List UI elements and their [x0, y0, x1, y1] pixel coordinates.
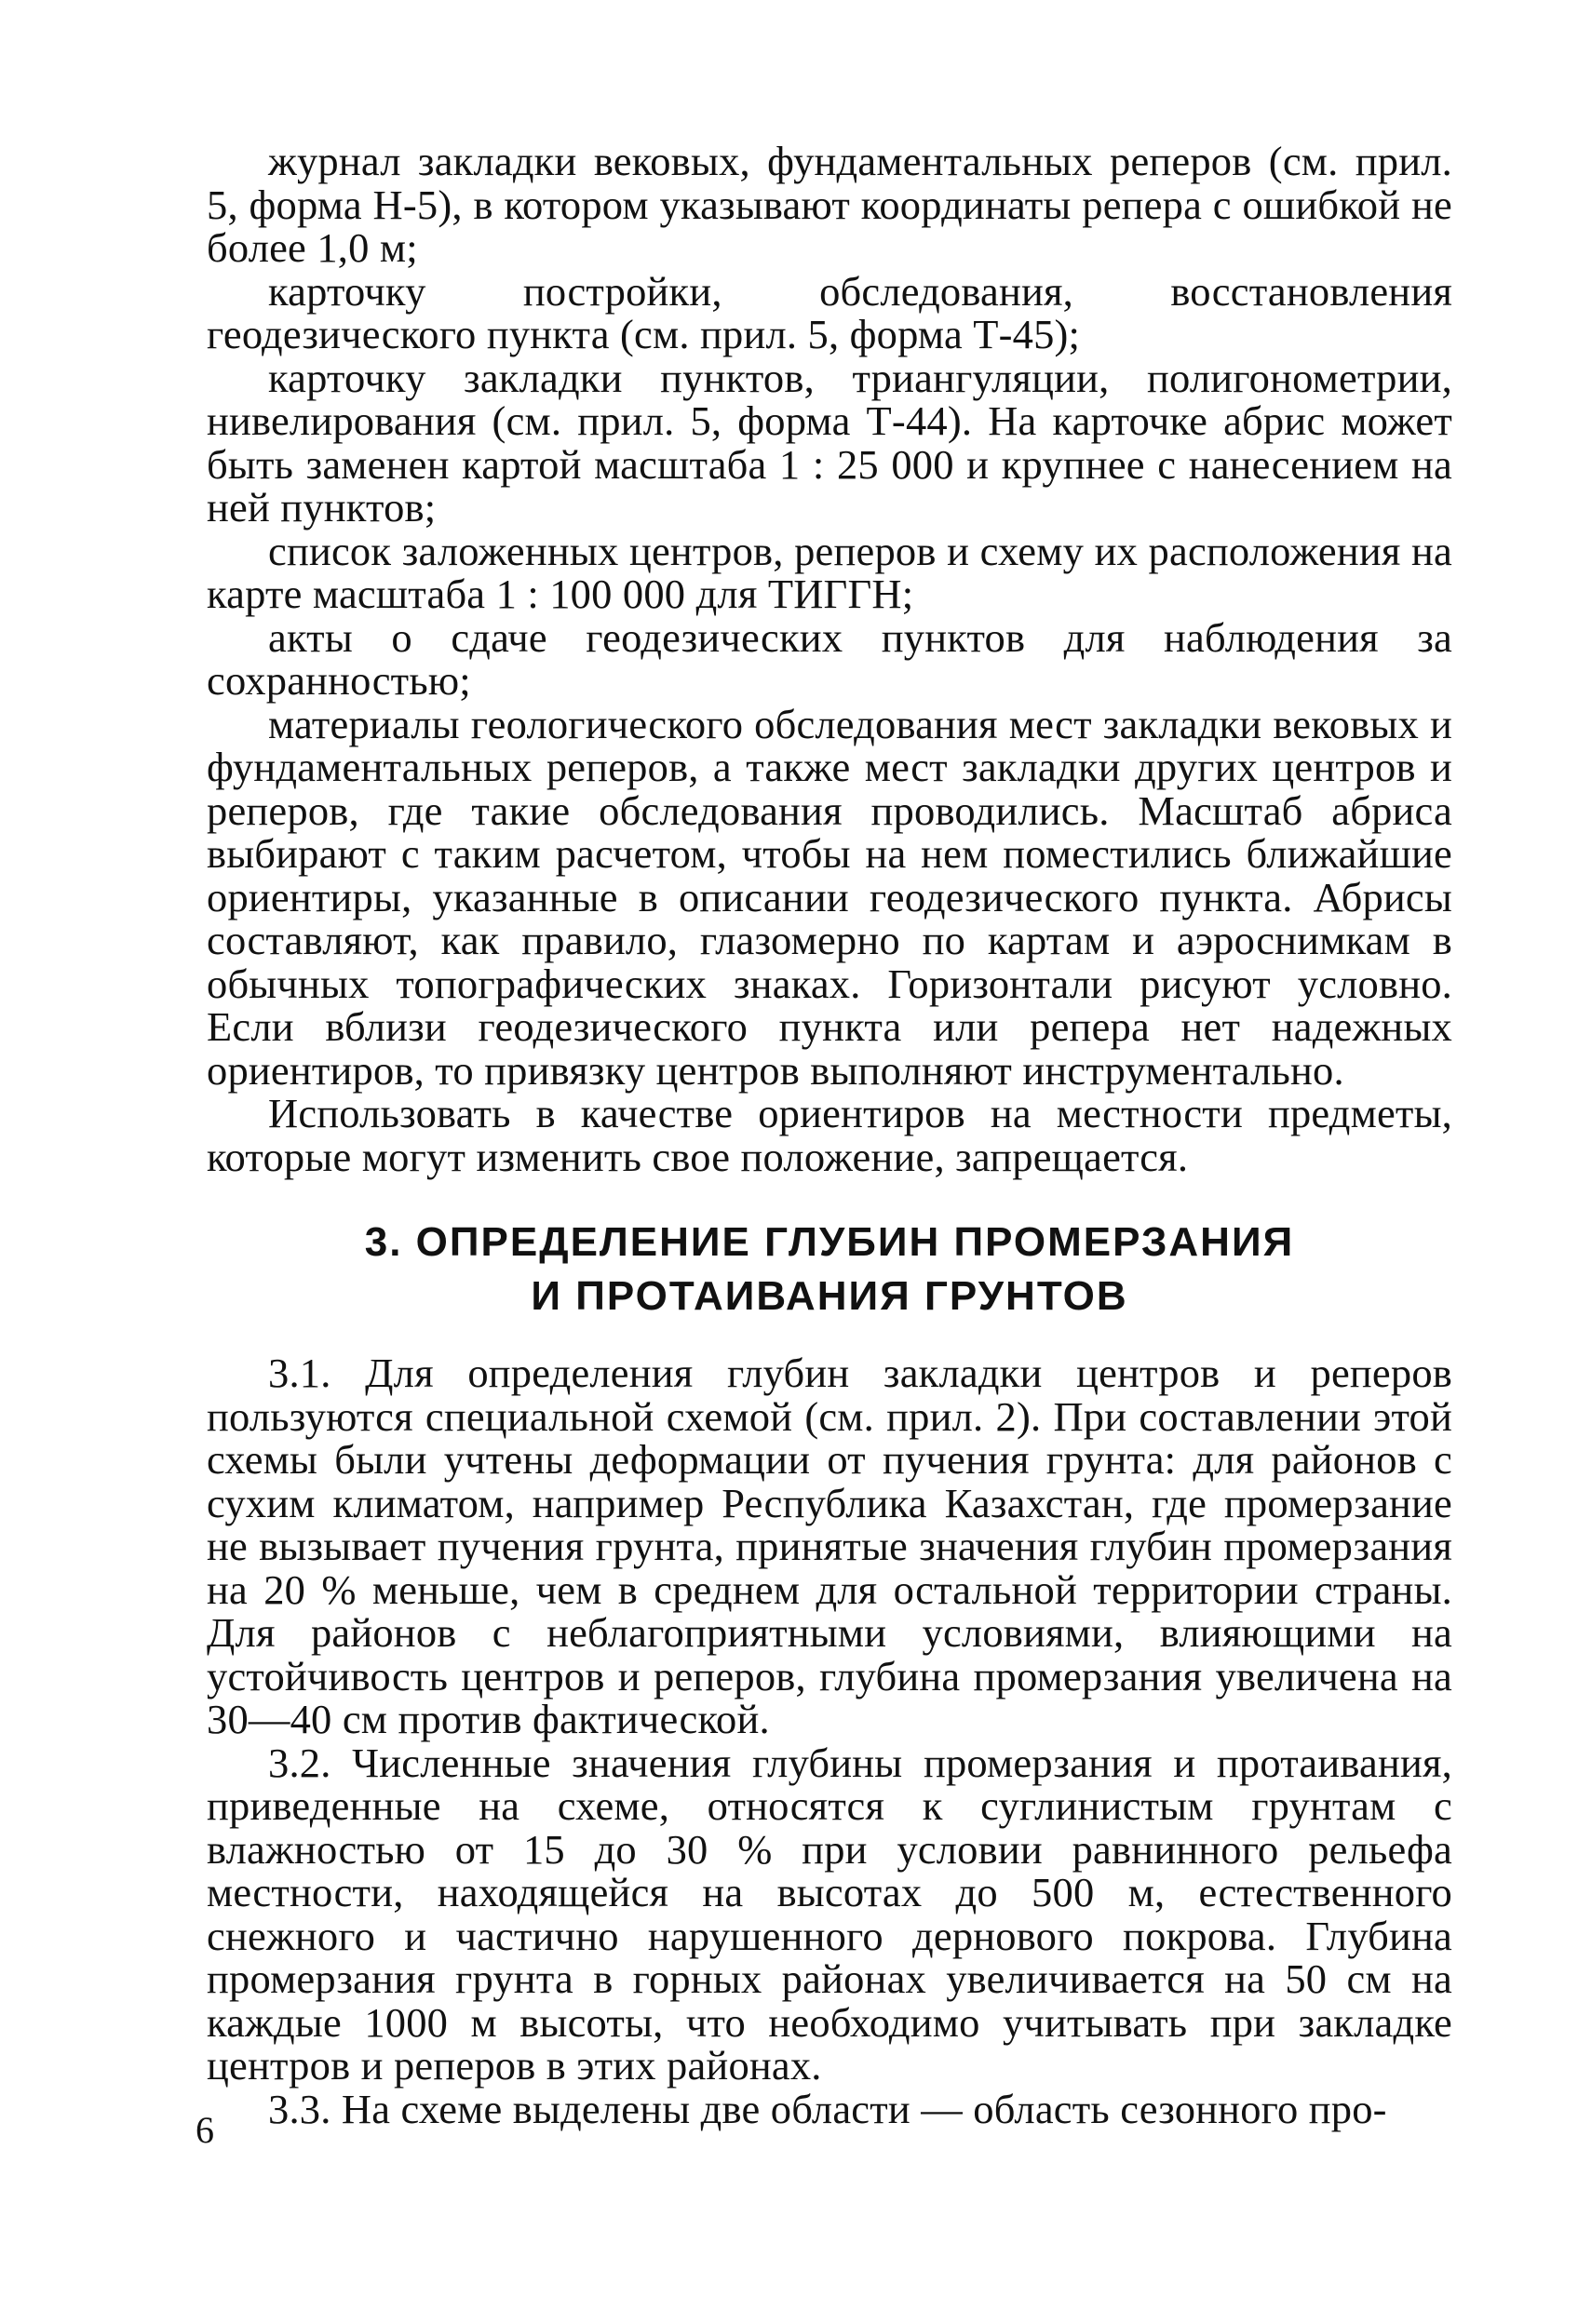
- paragraph: карточку постройки, обследования, восстановления геодезического пункта (см. прил. 5, форма Т-45);: [207, 267, 1452, 357]
- paragraph-3-2: 3.2. Численные значения глубины промерзания и протаивания, приведенные на схеме, относятся к суглинистым грунтам с влажностью от 15 до 30 % при условии равнинного рельефа местности, находящейся на высотах до 500 м, естественного снежного и частично нарушенного дернового покрова. Глубина промерзания грунта в горных районах увеличивается на 50 см на каждые 1000 м высоты, что необходимо учитывать при закладке центров и реперов в этих районах.: [207, 1739, 1452, 2089]
- section-heading: [207, 1216, 1452, 1323]
- section-body: [207, 1351, 1452, 2130]
- list-of-documents: [207, 140, 1452, 1178]
- paragraph: карточку закладки пунктов, триангуляции, полигонометрии, нивелирования (см. прил. 5, форма Т-44). На карточке абрис может быть заменен картой масштаба 1 : 25 000 и крупнее с нанесением на ней пунктов;: [207, 354, 1452, 531]
- paragraph: материалы геологического обследования мест закладки вековых и фундаментальных реперов, а также мест закладки других центров и реперов, где такие обследования проводились. Масштаб абриса выбирают с таким расчетом, чтобы на нем поместились ближайшие ориентиры, указанные в описании геодезического пункта. Абрисы составляют, как правило, глазомерно по картам и аэроснимкам в обычных топографических знаках. Горизонтали рисуют условно. Если вблизи геодезического пункта или репера нет надежных ориентиров, то привязку центров выполняют инструментально.: [207, 700, 1452, 1094]
- page-number: 6: [196, 2109, 214, 2151]
- paragraph: акты о сдаче геодезических пунктов для наблюдения за сохранностью;: [207, 613, 1452, 704]
- paragraph: список заложенных центров, реперов и схему их расположения на карте масштаба 1 : 100 000 для ТИГГН;: [207, 527, 1452, 617]
- paragraph: журнал закладки вековых, фундаментальных реперов (см. прил. 5, форма Н-5), в котором указывают координаты репера с ошибкой не более 1,0 м;: [207, 138, 1452, 271]
- section-heading-line-2: И ПРОТАИВАНИЯ ГРУНТОВ: [531, 1273, 1128, 1319]
- paragraph-3-1: 3.1. Для определения глубин закладки центров и реперов пользуются специальной схемой (см. прил. 2). При составлении этой схемы были учтены деформации от пучения грунта: для районов с сухим климатом, например Республика Казахстан, где промерзание не вызывает пучения грунта, принятые значения глубин промерзания на 20 % меньше, чем в среднем для остальной территории страны. Для районов с неблагоприятными условиями, влияющими на устойчивость центров и реперов, глубина промерзания увеличена на 30—40 см против фактической.: [207, 1350, 1452, 1742]
- paragraph-3-3: 3.3. На схеме выделены две области — область сезонного про-: [268, 2085, 1387, 2132]
- section-heading-line-1: 3. ОПРЕДЕЛЕНИЕ ГЛУБИН ПРОМЕРЗАНИЯ: [364, 1219, 1295, 1265]
- paragraph: Использовать в качестве ориентиров на местности предметы, которые могут изменить свое положение, запрещается.: [207, 1090, 1452, 1180]
